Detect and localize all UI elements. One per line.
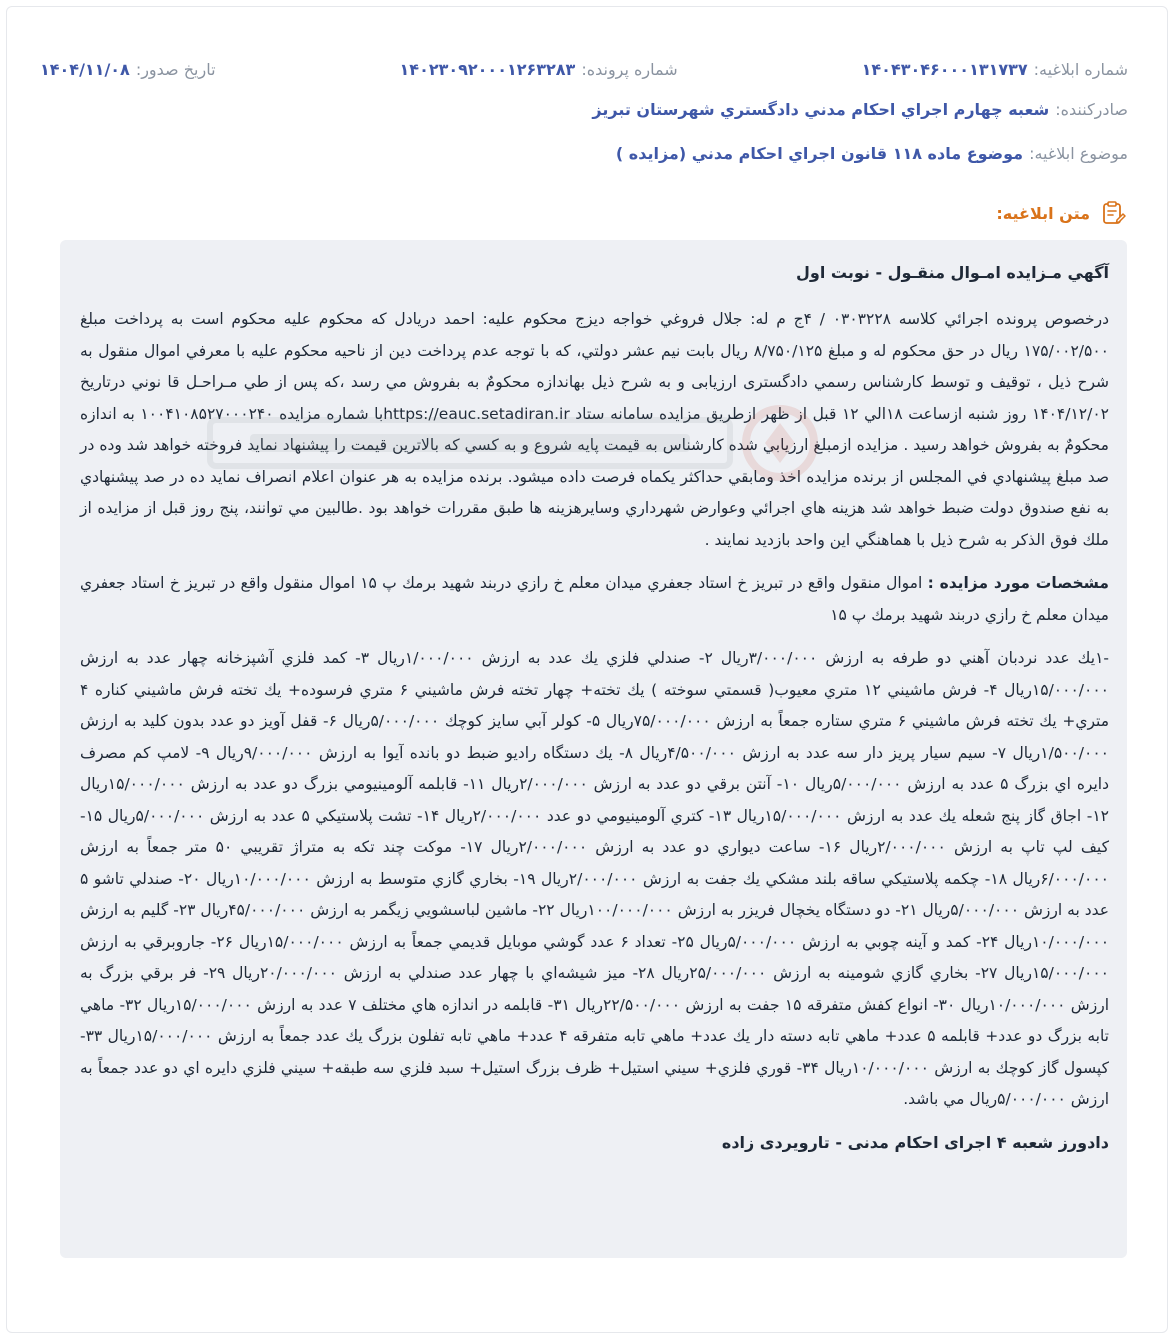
notice-content-box bbox=[60, 240, 1127, 1258]
notice-heading: آگهي مـزايده امـوال منقـول - نوبت اول bbox=[796, 263, 1109, 282]
issuer-label: صادرکننده: bbox=[1055, 100, 1128, 119]
case-number-label: شماره پرونده: bbox=[581, 59, 678, 79]
notice-meta-row bbox=[40, 57, 1128, 81]
notice-paragraph-main: درخصوص پرونده اجرائي كلاسه ۰۳۰۳۲۲۸ / ۴ج م له: جلال فروغي خواجه ديزج محكوم عليه: احمد دريادل كه محكوم عليه محكوم است به پرداخت مبلغ ۱۷۵/۰۰۲/۵۰۰ ريال در حق محكوم له و مبلغ ۸/۷۵۰/۱۲۵ ريال بابت نيم عشر دولتي، كه با توجه عدم پرداخت دين از ناحيه محكوم عليه با معرفي اموال منقول به شرح ذيل ، توقيف و توسط كارشناس رسمي دادگستری ارزیابی و به شرح ذيل بهاندازه محكومٌ به بفروش مي رسد ،كه پس از طي مـراحـل قا نوني درتاريخ ۱۴۰۴/۱۲/۰۲ روز شنبه ازساعت ۱۸الي ۱۲ قبل از ظهر ازطريق مزايده سامانه ستاد https://eauc.setadiran.irبا شماره مزايده ۱۰۰۴۱۰۸۵۲۷۰۰۰۲۴۰ به اندازه محكومٌ به بفروش خواهد رسيد . مزايده ازمبلغ ارزيابي شده كارشناس به قيمت پايه شروع و به كسي كه بالاترين قيمت را پيشنهاد نمايد فروخته خواهد شد وده در صد مبلغ پيشنهادي في المجلس از برنده مزايده اخذ ومابقي حداكثر يكماه فرصت داده ميشود. برنده مزايده به هر عنوان اعلام انصراف نمايد ده در صد پيشنهادي به نفع صندوق دولت ضبط خواهد شد هزينه هاي اجرائي وعوارض شهرداري وسايرهزينه ها طبق مقررات خواهد بود .طالبين مي توانند، پنج روز قبل از مزايده از ملك فوق الذكر به شرح ذيل با هماهنگي اين واحد بازديد نمايند . bbox=[80, 310, 1109, 549]
case-number bbox=[400, 60, 678, 79]
issue-date bbox=[40, 60, 216, 79]
notice-number bbox=[862, 60, 1128, 79]
issuer-line bbox=[40, 100, 1128, 119]
notice-signature: دادورز شعبه ۴ اجرای احکام مدنی - تارویردی زاده bbox=[721, 1132, 1109, 1152]
case-number-value: ۱۴۰۲۳۰۹۲۰۰۰۱۲۶۳۲۸۳ bbox=[399, 59, 576, 79]
subject-value: موضوع ماده ۱۱۸ قانون اجراي احكام مدني (مزايده ) bbox=[615, 144, 1024, 163]
specs-lead: مشخصات مورد مزايده : bbox=[927, 574, 1110, 592]
notice-number-label: شماره ابلاغیه: bbox=[1033, 59, 1128, 79]
document-note-icon bbox=[1100, 200, 1126, 226]
notice-text-heading bbox=[996, 200, 1126, 226]
notice-paragraph-specs bbox=[80, 568, 1109, 631]
notice-text-title: متن ابلاغیه: bbox=[996, 203, 1090, 223]
issuer-value: شعبه چهارم اجراي احكام مدني دادگستري شهرستان تبريز bbox=[592, 100, 1050, 119]
issue-date-label: تاریخ صدور: bbox=[135, 59, 216, 79]
subject-line bbox=[40, 144, 1128, 163]
specs-text: اموال منقول واقع در تبريز خ استاد جعفري ميدان معلم خ رازي دربند شهيد برمك پ ۱۵ اموال منقول واقع در تبريز خ استاد جعفري ميدان معلم خ رازي دربند شهيد برمك پ ۱۵ bbox=[80, 574, 1109, 624]
subject-label: موضوع ابلاغیه: bbox=[1029, 144, 1128, 163]
issue-date-value: ۱۴۰۴/۱۱/۰۸ bbox=[40, 59, 130, 79]
notice-number-value: ۱۴۰۴۳۰۴۶۰۰۰۱۳۱۷۳۷ bbox=[861, 59, 1028, 79]
notice-paragraph-items: -۱يك عدد نردبان آهني دو طرفه به ارزش ۳/۰۰۰/۰۰۰ريال ۲- صندلي فلزي يك عدد به ارزش ۱/۰۰۰/۰۰۰ريال ۳- كمد فلزي آشپزخانه چهار عدد به ارزش ۱۵/۰۰۰/۰۰۰ريال ۴- فرش ماشيني ۱۲ متري معيوب( قسمتي سوخته ) يك تخته+ چهار تخته فرش ماشيني ۶ متري فرسوده+ يك تخته فرش ماشيني كناره ۴ متري+ يك تخته فرش ماشيني ۶ متري ستاره جمعاً به ارزش ۷۵/۰۰۰/۰۰۰ريال ۵- كولر آبي سايز كوچك ۵/۰۰۰/۰۰۰ريال ۶- قفل آويز دو عدد بدون كليد به ارزش ۱/۵۰۰/۰۰۰ريال ۷- سيم سيار پريز دار سه عدد به ارزش ۴/۵۰۰/۰۰۰ريال ۸- يك دستگاه راديو ضبط دو بانده آيوا به ارزش ۹/۰۰۰/۰۰۰ريال ۹- لامپ كم مصرف دايره اي بزرگ ۵ عدد به ارزش ۵/۰۰۰/۰۰۰ريال ۱۰- آنتن برقي دو عدد به ارزش ۲/۰۰۰/۰۰۰ريال ۱۱- قابلمه آلومينيومي بزرگ دو عدد به ارزش ۱۵/۰۰۰/۰۰۰ريال ۱۲- اجاق گاز پنج شعله يك عدد به ارزش ۱۵/۰۰۰/۰۰۰ريال ۱۳- كتري آلومينيومي دو عدد ۲/۰۰۰/۰۰۰ريال ۱۴- تشت پلاستيكي ۵ عدد به ارزش ۵/۰۰۰/۰۰۰ريال ۱۵- كيف لپ تاپ به ارزش ۲/۰۰۰/۰۰۰ريال ۱۶- ساعت ديواري دو عدد به ارزش ۲/۰۰۰/۰۰۰ريال ۱۷- موكت چند تكه به متراژ تقريبي ۵۰ متر جمعاً به ارزش ۶/۰۰۰/۰۰۰ريال ۱۸- چكمه پلاستيكي ساقه بلند مشكي يك جفت به ارزش ۲/۰۰۰/۰۰۰ريال ۱۹- بخاري گازي متوسط به ارزش ۱۰/۰۰۰/۰۰۰ريال ۲۰- صندلي تاشو ۵ عدد به ارزش ۵/۰۰۰/۰۰۰ريال ۲۱- دو دستگاه يخچال فريزر به ارزش ۱۰۰/۰۰۰/۰۰۰ريال ۲۲- ماشين لباسشويي زيگمر به ارزش ۴۵/۰۰۰/۰۰۰ريال ۲۳- گليم به ارزش ۱۰/۰۰۰/۰۰۰ريال ۲۴- كمد و آينه چوبي به ارزش ۵/۰۰۰/۰۰۰ريال ۲۵- تعداد ۶ عدد گوشي موبايل قديمي جمعاً به ارزش ۱۵/۰۰۰/۰۰۰ريال ۲۶- جاروبرقي به ارزش ۱۵/۰۰۰/۰۰۰ريال ۲۷- بخاري گازي شومينه به ارزش ۲۵/۰۰۰/۰۰۰ريال ۲۸- ميز شيشه‌اي با چهار عدد صندلي به ارزش ۲۰/۰۰۰/۰۰۰ريال ۲۹- فر برقي بزرگ به ارزش ۱۰/۰۰۰/۰۰۰ريال ۳۰- انواع كفش متفرقه ۱۵ جفت به ارزش ۲۲/۵۰۰/۰۰۰ريال ۳۱- قابلمه در اندازه هاي مختلف ۷ عدد به ارزش ۱۵/۰۰۰/۰۰۰ريال ۳۲- ماهي تابه بزرگ دو عدد+ قابلمه ۵ عدد+ ماهي تابه دسته دار يك عدد+ ماهي تابه متفرقه ۴ عدد+ ماهي تابه تفلون بزرگ يك عدد جمعاً به ارزش ۱۵/۰۰۰/۰۰۰ريال ۳۳- كپسول گاز كوچك به ارزش ۱۰/۰۰۰/۰۰۰ريال ۳۴- قوري فلزي+ سيني استيل+ ظرف بزرگ استيل+ سبد فلزي سه طبقه+ سيني فلزي دايره اي دو عدد جمعاً به ارزش ۵/۰۰۰/۰۰۰ريال مي باشد. bbox=[80, 649, 1110, 1108]
